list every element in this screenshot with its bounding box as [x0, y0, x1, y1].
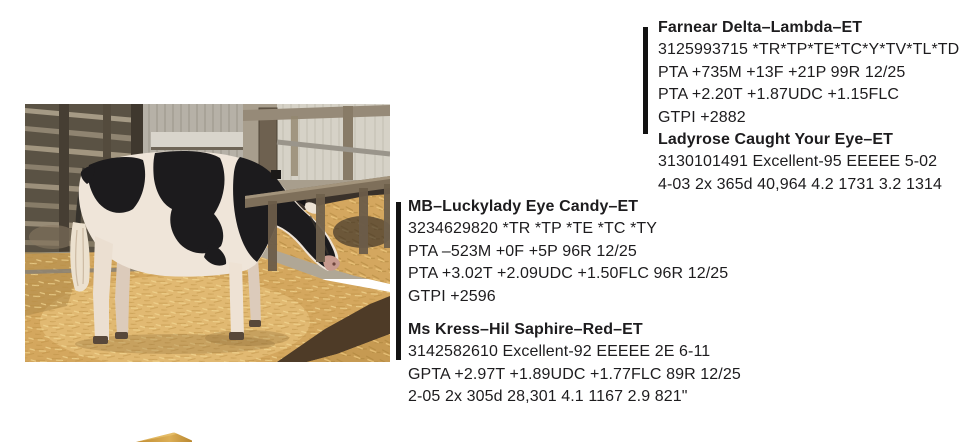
gtpi-line: GTPI +2596: [408, 287, 496, 305]
pedigree-block-granddam: [408, 319, 741, 409]
gold-crest-shape: [136, 429, 194, 442]
pta-type-line: PTA +2.20T +1.87UDC +1.15FLC: [658, 86, 900, 104]
animal-name: Ms Kress–Hil Saphire–Red–ET: [408, 321, 643, 339]
gpta-type-line: GPTA +2.97T +1.89UDC +1.77FLC 89R 12/25: [408, 365, 741, 383]
lactation-record-line: 4-03 2x 365d 40,964 4.2 1731 3.2 1314: [658, 175, 942, 193]
animal-name: Ladyrose Caught Your Eye–ET: [658, 131, 894, 149]
pedigree-accent-bar-left: [396, 202, 401, 360]
pta-production-line: PTA +735M +13F +21P 99R 12/25: [658, 63, 906, 81]
pedigree-column-left: [408, 196, 741, 409]
lactation-record-line: 2-05 2x 305d 28,301 4.1 1167 2.9 821": [408, 388, 688, 406]
pedigree-block-dam: [658, 129, 959, 196]
pedigree-block-subject: [408, 196, 741, 308]
gold-crest-logo: [136, 429, 194, 442]
animal-name: Farnear Delta–Lambda–ET: [658, 19, 863, 36]
pedigree-block-sire: [658, 17, 959, 129]
animal-name: MB–Luckylady Eye Candy–ET: [408, 198, 639, 215]
pta-production-line: PTA –523M +0F +5P 96R 12/25: [408, 242, 637, 260]
pedigree-accent-bar-right: [643, 27, 648, 134]
pedigree-column-right: [658, 17, 959, 196]
classification-line: 3130101491 Excellent-95 EEEEE 5-02: [658, 153, 938, 171]
registration-line: 3234629820 *TR *TP *TE *TC *TY: [408, 220, 658, 238]
cow-photo: [25, 104, 390, 362]
registration-line: 3125993715 *TR*TP*TE*TC*Y*TV*TL*TD: [658, 41, 960, 59]
cow-photo-scene: [25, 104, 390, 362]
classification-line: 3142582610 Excellent-92 EEEEE 2E 6-11: [408, 343, 711, 361]
pta-type-line: PTA +3.02T +2.09UDC +1.50FLC 96R 12/25: [408, 265, 729, 283]
gtpi-line: GTPI +2882: [658, 108, 746, 126]
